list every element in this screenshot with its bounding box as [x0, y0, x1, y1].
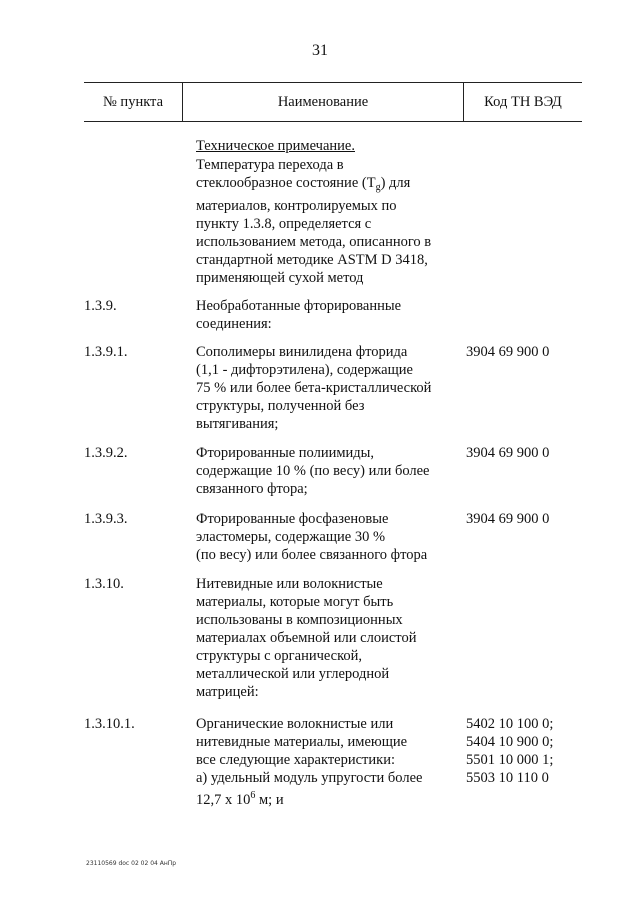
code-line: 5503 10 110 0 — [466, 770, 549, 786]
item-name-line: соединения: — [196, 316, 272, 332]
page-number: 31 — [312, 42, 328, 59]
item-name-line: структуры, полученной без — [196, 398, 365, 414]
header-name: Наименование — [183, 83, 464, 121]
item-name-line: металлической или углеродной — [196, 666, 390, 682]
item-number: 1.3.9. — [84, 298, 117, 314]
item-name-line: Сополимеры винилидена фторида — [196, 344, 408, 360]
item-name-line: Органические волокнистые или — [196, 716, 394, 732]
item-name — [196, 715, 464, 809]
item-name-line: Необработанные фторированные — [196, 298, 402, 314]
item-name-line: (по весу) или более связанного фтора — [196, 547, 428, 563]
item-name-line: Фторированные полиимиды, — [196, 445, 375, 461]
item-number: 1.3.10.1. — [84, 716, 135, 732]
item-name-text: 12,7 x 10 — [196, 792, 251, 808]
code-line: 5402 10 100 0; — [466, 716, 554, 732]
note-line: пункту 1.3.8, определяется с — [196, 216, 372, 232]
item-name — [196, 510, 464, 564]
header-item-number: № пункта — [84, 83, 183, 121]
code-line: 3904 69 900 0 — [466, 445, 550, 461]
item-name-line: использованы в композиционных — [196, 612, 403, 628]
note-line: Температура перехода в — [196, 157, 344, 173]
document-footer: 23110569 doc 02 02 04 АнПр — [86, 860, 177, 867]
item-code — [466, 715, 586, 787]
item-name — [196, 444, 464, 498]
item-name — [196, 343, 464, 433]
note-line: материалов, контролируемых по — [196, 198, 397, 214]
item-name-line: материалы, которые могут быть — [196, 594, 394, 610]
code-line: 5501 10 000 1; — [466, 752, 554, 768]
note-line: стандартной методике ASTM D 3418, — [196, 252, 428, 268]
item-number: 1.3.9.3. — [84, 511, 128, 527]
item-number: 1.3.9.2. — [84, 445, 128, 461]
item-number: 1.3.10. — [84, 576, 124, 592]
note-text: ) для — [380, 175, 411, 191]
note-subscript: g — [375, 182, 381, 193]
item-name-line: связанного фтора; — [196, 481, 308, 497]
item-name-line: материалах объемной или слоистой — [196, 630, 417, 646]
item-name — [196, 575, 464, 701]
item-name-line: структуры с органической, — [196, 648, 363, 664]
table-header — [84, 82, 582, 122]
item-name-line: эластомеры, содержащие 30 % — [196, 529, 386, 545]
item-code — [466, 444, 586, 462]
item-name-line — [196, 787, 464, 809]
code-line: 3904 69 900 0 — [466, 344, 550, 360]
technical-note-title: Техническое примечание. — [196, 138, 355, 154]
item-name-line: содержащие 10 % (по весу) или более — [196, 463, 430, 479]
item-name-line: а) удельный модуль упругости более — [196, 770, 423, 786]
header-code: Код ТН ВЭД — [484, 93, 562, 110]
item-name-line: матрицей: — [196, 684, 259, 700]
item-name-line: (1,1 - дифторэтилена), содержащие — [196, 362, 413, 378]
item-name-line: Нитевидные или волокнистые — [196, 576, 383, 592]
code-line: 5404 10 900 0; — [466, 734, 554, 750]
item-name-line: Фторированные фосфазеновые — [196, 511, 389, 527]
item-code — [466, 510, 586, 528]
item-name-superscript: 6 — [250, 790, 256, 801]
item-name-line: 75 % или более бета-кристаллической — [196, 380, 432, 396]
item-name — [196, 297, 464, 333]
note-text: стеклообразное состояние (T — [196, 175, 376, 191]
item-name-line: вытягивания; — [196, 416, 279, 432]
item-number: 1.3.9.1. — [84, 344, 128, 360]
note-line: применяющей сухой метод — [196, 270, 364, 286]
note-line — [196, 174, 466, 197]
note-line: использованием метода, описанного в — [196, 234, 432, 250]
item-name-text: м; и — [255, 792, 284, 808]
code-line: 3904 69 900 0 — [466, 511, 550, 527]
item-code — [466, 343, 586, 361]
item-name-line: нитевидные материалы, имеющие — [196, 734, 408, 750]
item-name-line: все следующие характеристики: — [196, 752, 395, 768]
technical-note-body — [196, 156, 466, 287]
